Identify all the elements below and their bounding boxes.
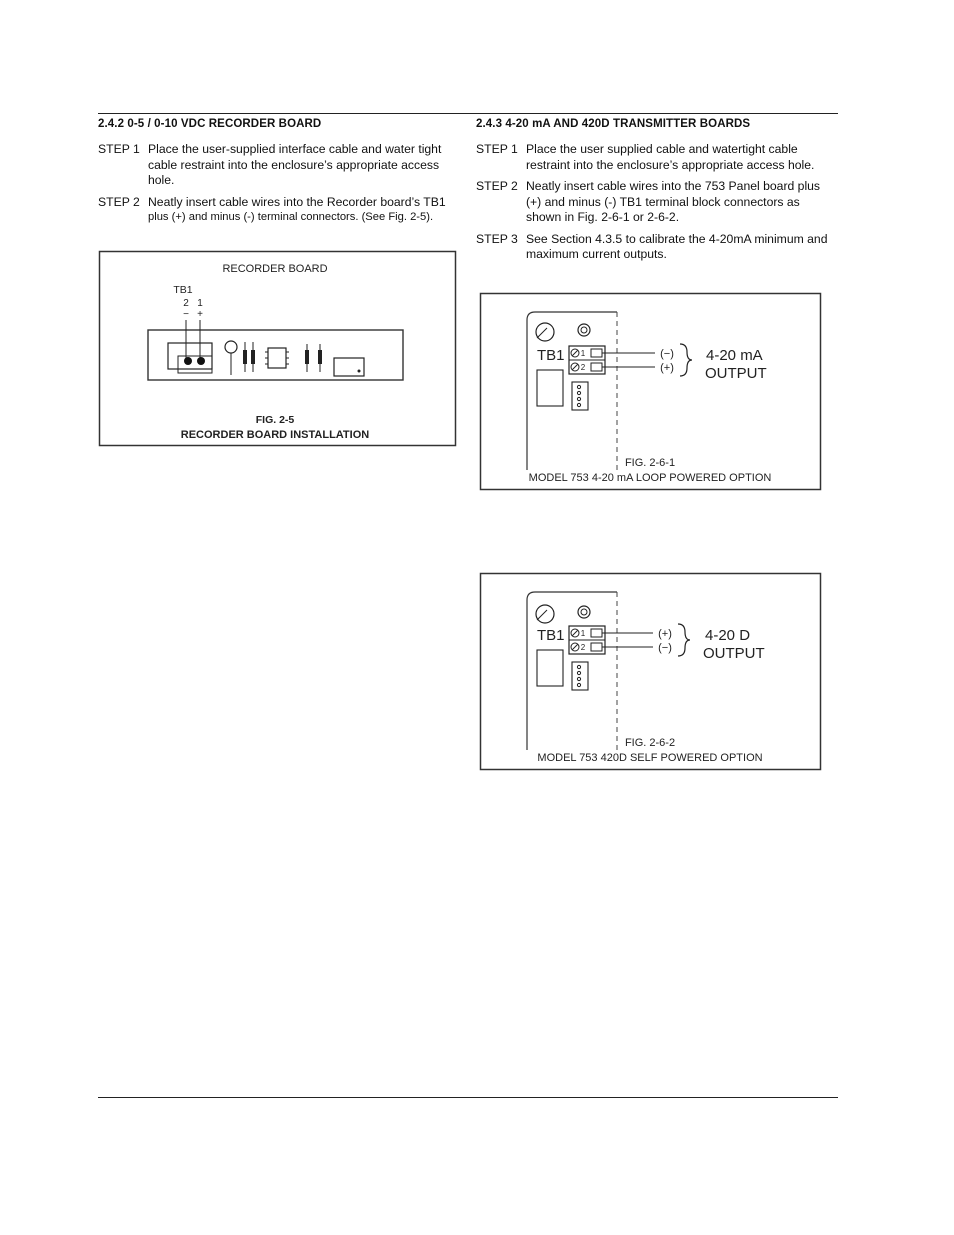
tb-label: TB1 <box>173 284 193 296</box>
pin-2-label: 2 <box>183 298 189 309</box>
terminal-2-label: 2 <box>580 363 586 372</box>
step-label: STEP 3 <box>476 231 518 246</box>
potentiometer-icon <box>578 324 590 336</box>
step-label: STEP 2 <box>476 179 518 193</box>
led-icon <box>536 323 554 341</box>
output-label-line1: 4-20 D <box>705 627 751 644</box>
step-label: STEP 1 <box>476 142 518 156</box>
section-transmitter-boards <box>476 118 838 269</box>
terminal-1-label: 1 <box>580 629 586 638</box>
step-text: Neatly insert cable wires into the 753 Panel board plus (+) and minus (-) TB1 terminal block connectors as shown in Fig. 2-6-1 or 2-6-2. <box>526 179 821 224</box>
step-text: See Section 4.3.5 to calibrate the 4-20mA minimum and maximum current outputs. <box>526 231 828 261</box>
step-label: STEP 1 <box>98 142 140 156</box>
output-label-line1: 4-20 mA <box>706 347 763 364</box>
section-recorder-board <box>98 118 460 232</box>
tb-label: TB1 <box>537 347 565 364</box>
output-label-line2: OUTPUT <box>703 645 765 662</box>
step-text: Place the user-supplied interface cable and water tight cable restraint into the enclosure’s appropriate access hole. <box>148 142 442 187</box>
step-item <box>476 179 838 226</box>
top-rule <box>98 113 838 114</box>
board-title: RECORDER BOARD <box>222 263 328 275</box>
minus-sign: − <box>183 309 189 320</box>
section-heading: 2.4.2 0-5 / 0-10 VDC RECORDER BOARD <box>98 118 322 130</box>
step-text-line: Neatly insert cable wires into the Recorder board’s TB1 <box>148 194 446 209</box>
brace-icon <box>678 624 690 656</box>
step-item <box>98 195 460 226</box>
figure-number: FIG. 2-5 <box>255 414 295 426</box>
step-text <box>148 195 460 226</box>
step-item <box>98 142 460 189</box>
pin-1-label: 1 <box>197 298 203 309</box>
resistor-icon <box>243 342 255 372</box>
terminal-block-tb1 <box>569 626 605 654</box>
connector-icon <box>572 382 588 410</box>
wire-2-polarity: (+) <box>660 362 674 374</box>
figure-loop-powered <box>479 292 823 492</box>
output-label-line2: OUTPUT <box>705 365 767 382</box>
bottom-rule <box>98 1097 838 1098</box>
figure-caption: MODEL 753 420D SELF POWERED OPTION <box>537 752 763 764</box>
step-text-line: plus (+) and minus (-) terminal connectors. (See Fig. 2-5). <box>148 211 434 223</box>
capacitor-icon <box>225 341 237 353</box>
component-block <box>537 370 563 406</box>
wire-2-polarity: (−) <box>658 642 672 654</box>
figure-caption: MODEL 753 4-20 mA LOOP POWERED OPTION <box>528 472 772 484</box>
step-label: STEP 2 <box>98 194 140 209</box>
terminal-1-label: 1 <box>580 349 586 358</box>
led-icon <box>536 605 554 623</box>
tb-label: TB1 <box>537 627 565 644</box>
figure-recorder-board <box>98 250 458 448</box>
terminal-block-tb1 <box>168 343 212 373</box>
connector-icon <box>572 662 588 690</box>
figure-self-powered <box>479 572 823 772</box>
terminal-block-tb1 <box>569 346 605 374</box>
component-block <box>537 650 563 686</box>
section-heading: 2.4.3 4-20 mA AND 420D TRANSMITTER BOARDS <box>476 118 751 130</box>
step-item <box>476 232 838 263</box>
potentiometer-icon <box>578 606 590 618</box>
figure-number: FIG. 2-6-1 <box>624 457 676 469</box>
figure-caption: RECORDER BOARD INSTALLATION <box>180 429 370 441</box>
brace-icon <box>680 344 692 376</box>
resistor-icon <box>305 344 322 372</box>
chip-icon <box>265 348 289 368</box>
wire-1-polarity: (+) <box>658 628 672 640</box>
step-text: Place the user supplied cable and watertight cable restraint into the enclosure’s appropriate access hole. <box>526 142 815 172</box>
terminal-2-label: 2 <box>580 643 586 652</box>
relay-icon <box>334 358 364 376</box>
plus-sign: + <box>197 309 203 320</box>
wire-1-polarity: (−) <box>660 348 674 360</box>
figure-number: FIG. 2-6-2 <box>624 737 676 749</box>
step-item <box>476 142 838 173</box>
